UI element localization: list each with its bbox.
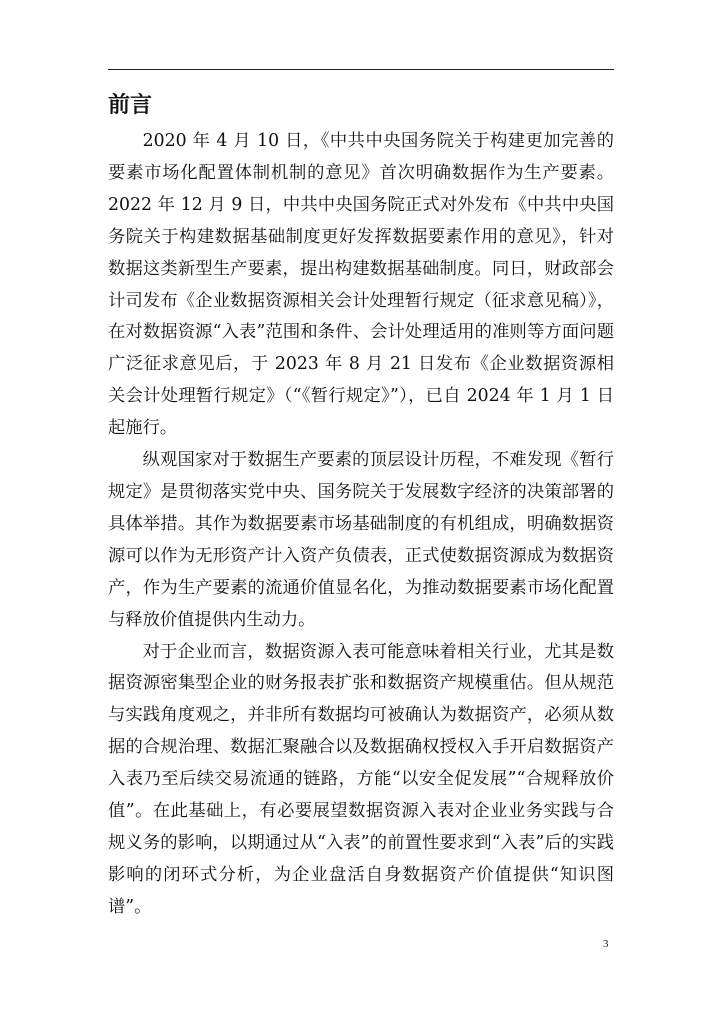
- header-rule: [108, 69, 614, 70]
- paragraph-3: 对于企业而言，数据资源入表可能意味着相关行业，尤其是数据资源密集型企业的财务报表扩张和数据资产规模重估。但从规范与实践角度观之，并非所有数据均可被确认为数据资产，必须从数据的合规治理、数据汇聚融合以及数据确权授权入手开启数据资产入表乃至后续交易流通的链路，方能“以安全促发展”“合规释放价值”。在此基础上，有必要展望数据资源入表对企业业务实践与合规义务的影响，以期通过从“入表”的前置性要求到“入表”后的实践影响的闭环式分析，为企业盘活自身数据资产价值提供“知识图谱”。: [108, 641, 614, 917]
- page-number: 3: [603, 938, 609, 950]
- paragraph-2: 纵观国家对于数据生产要素的顶层设计历程，不难发现《暂行规定》是贯彻落实党中央、国务院关于发展数字经济的决策部署的具体举措。其作为数据要素市场基础制度的有机组成，明确数据资源可以作为无形资产计入资产负债表，正式使数据资源成为数据资产，作为生产要素的流通价值显名化，为推动数据要素市场化配置与释放价值提供内生动力。: [108, 450, 614, 630]
- paragraph-1: 2020 年 4 月 10 日，《中共中央国务院关于构建更加完善的要素市场化配置体制机制的意见》首次明确数据作为生产要素。2022 年 12 月 9 日，中共中央国务院正式对外发布《中共中央国务院关于构建数据基础制度更好发挥数据要素作用的意见》，针对数据这类新型生产要素，提出构建数据基础制度。同日，财政部会计司发布《企业数据资源相关会计处理暂行规定（征求意见稿）》，在对数据资源“入表”范围和条件、会计处理适用的准则等方面问题广泛征求意见后，于 2023 年 8 月 21 日发布《企业数据资源相关会计处理暂行规定》（“《暂行规定》”），已自 2024 年 1 月 1 日起施行。: [108, 131, 614, 439]
- body-text: [108, 126, 614, 924]
- section-heading: 前言: [108, 93, 153, 118]
